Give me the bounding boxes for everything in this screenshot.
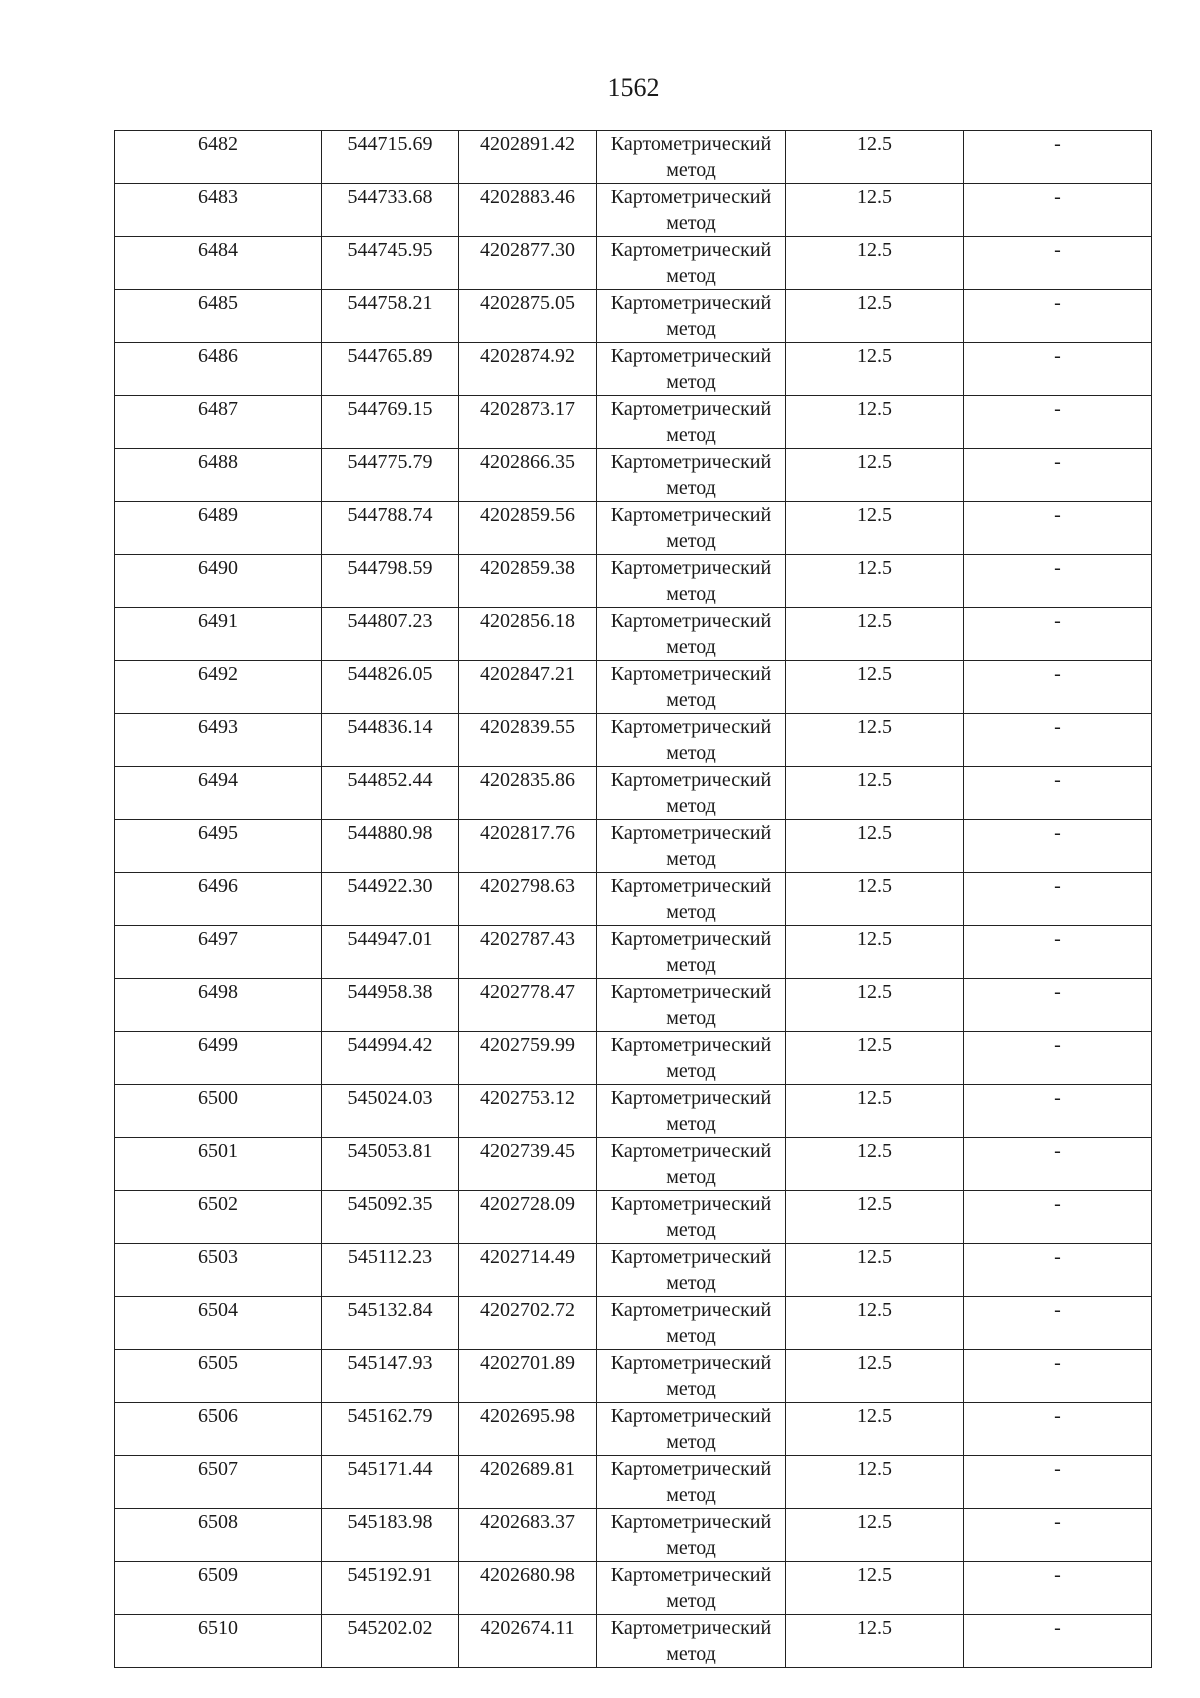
method-line1: Картометрический bbox=[610, 504, 772, 526]
table-row bbox=[115, 1244, 1152, 1297]
x-coordinate-cell: 544769.15 bbox=[322, 396, 459, 449]
accuracy-cell: 12.5 bbox=[786, 184, 964, 237]
y-coordinate-cell: 4202714.49 bbox=[459, 1244, 597, 1297]
table-row bbox=[115, 502, 1152, 555]
note-cell: - bbox=[964, 449, 1152, 502]
table-row bbox=[115, 1615, 1152, 1668]
method-line2: метод bbox=[666, 583, 716, 605]
method-line2: метод bbox=[666, 636, 716, 658]
table-row bbox=[115, 396, 1152, 449]
method-line2: метод bbox=[666, 848, 716, 870]
method-line2: метод bbox=[666, 901, 716, 923]
point-number-cell: 6485 bbox=[115, 290, 322, 343]
point-number-cell: 6505 bbox=[115, 1350, 322, 1403]
method-cell bbox=[597, 767, 786, 820]
method-cell bbox=[597, 714, 786, 767]
method-line2: метод bbox=[666, 954, 716, 976]
table-row bbox=[115, 1032, 1152, 1085]
method-cell bbox=[597, 820, 786, 873]
table-row bbox=[115, 926, 1152, 979]
x-coordinate-cell: 545024.03 bbox=[322, 1085, 459, 1138]
table-row bbox=[115, 1138, 1152, 1191]
method-cell bbox=[597, 131, 786, 184]
y-coordinate-cell: 4202873.17 bbox=[459, 396, 597, 449]
method-line1: Картометрический bbox=[610, 769, 772, 791]
accuracy-cell: 12.5 bbox=[786, 502, 964, 555]
y-coordinate-cell: 4202835.86 bbox=[459, 767, 597, 820]
y-coordinate-cell: 4202702.72 bbox=[459, 1297, 597, 1350]
x-coordinate-cell: 544994.42 bbox=[322, 1032, 459, 1085]
accuracy-cell: 12.5 bbox=[786, 979, 964, 1032]
method-line1: Картометрический bbox=[610, 239, 772, 261]
accuracy-cell: 12.5 bbox=[786, 237, 964, 290]
method-line2: метод bbox=[666, 1378, 716, 1400]
accuracy-cell: 12.5 bbox=[786, 1562, 964, 1615]
method-line1: Картометрический bbox=[610, 557, 772, 579]
table-row bbox=[115, 1509, 1152, 1562]
method-line2: метод bbox=[666, 1325, 716, 1347]
y-coordinate-cell: 4202759.99 bbox=[459, 1032, 597, 1085]
x-coordinate-cell: 545162.79 bbox=[322, 1403, 459, 1456]
x-coordinate-cell: 544765.89 bbox=[322, 343, 459, 396]
note-cell: - bbox=[964, 131, 1152, 184]
accuracy-cell: 12.5 bbox=[786, 926, 964, 979]
method-cell bbox=[597, 979, 786, 1032]
x-coordinate-cell: 544880.98 bbox=[322, 820, 459, 873]
note-cell: - bbox=[964, 1297, 1152, 1350]
method-line1: Картометрический bbox=[610, 451, 772, 473]
method-line2: метод bbox=[666, 265, 716, 287]
accuracy-cell: 12.5 bbox=[786, 131, 964, 184]
method-line1: Картометрический bbox=[610, 716, 772, 738]
method-line2: метод bbox=[666, 424, 716, 446]
method-cell bbox=[597, 1509, 786, 1562]
accuracy-cell: 12.5 bbox=[786, 820, 964, 873]
note-cell: - bbox=[964, 1509, 1152, 1562]
table-row bbox=[115, 237, 1152, 290]
method-line2: метод bbox=[666, 318, 716, 340]
x-coordinate-cell: 544922.30 bbox=[322, 873, 459, 926]
point-number-cell: 6498 bbox=[115, 979, 322, 1032]
method-line2: метод bbox=[666, 477, 716, 499]
method-line2: метод bbox=[666, 159, 716, 181]
method-line1: Картометрический bbox=[610, 1511, 772, 1533]
y-coordinate-cell: 4202847.21 bbox=[459, 661, 597, 714]
method-line1: Картометрический bbox=[610, 1405, 772, 1427]
accuracy-cell: 12.5 bbox=[786, 1509, 964, 1562]
table-row bbox=[115, 131, 1152, 184]
method-cell bbox=[597, 661, 786, 714]
x-coordinate-cell: 544807.23 bbox=[322, 608, 459, 661]
accuracy-cell: 12.5 bbox=[786, 608, 964, 661]
note-cell: - bbox=[964, 343, 1152, 396]
table-row bbox=[115, 820, 1152, 873]
method-line2: метод bbox=[666, 1007, 716, 1029]
x-coordinate-cell: 544852.44 bbox=[322, 767, 459, 820]
accuracy-cell: 12.5 bbox=[786, 343, 964, 396]
method-line2: метод bbox=[666, 1643, 716, 1665]
x-coordinate-cell: 544826.05 bbox=[322, 661, 459, 714]
y-coordinate-cell: 4202680.98 bbox=[459, 1562, 597, 1615]
x-coordinate-cell: 544947.01 bbox=[322, 926, 459, 979]
table-row bbox=[115, 714, 1152, 767]
y-coordinate-cell: 4202728.09 bbox=[459, 1191, 597, 1244]
accuracy-cell: 12.5 bbox=[786, 396, 964, 449]
note-cell: - bbox=[964, 979, 1152, 1032]
note-cell: - bbox=[964, 820, 1152, 873]
note-cell: - bbox=[964, 237, 1152, 290]
accuracy-cell: 12.5 bbox=[786, 767, 964, 820]
note-cell: - bbox=[964, 502, 1152, 555]
y-coordinate-cell: 4202778.47 bbox=[459, 979, 597, 1032]
accuracy-cell: 12.5 bbox=[786, 873, 964, 926]
point-number-cell: 6497 bbox=[115, 926, 322, 979]
point-number-cell: 6492 bbox=[115, 661, 322, 714]
y-coordinate-cell: 4202695.98 bbox=[459, 1403, 597, 1456]
table-row bbox=[115, 184, 1152, 237]
note-cell: - bbox=[964, 1350, 1152, 1403]
point-number-cell: 6502 bbox=[115, 1191, 322, 1244]
method-cell bbox=[597, 1244, 786, 1297]
method-cell bbox=[597, 1456, 786, 1509]
method-line2: метод bbox=[666, 212, 716, 234]
y-coordinate-cell: 4202866.35 bbox=[459, 449, 597, 502]
method-cell bbox=[597, 1562, 786, 1615]
table-row bbox=[115, 1350, 1152, 1403]
method-line1: Картометрический bbox=[610, 292, 772, 314]
note-cell: - bbox=[964, 1085, 1152, 1138]
x-coordinate-cell: 545202.02 bbox=[322, 1615, 459, 1668]
x-coordinate-cell: 544715.69 bbox=[322, 131, 459, 184]
point-number-cell: 6491 bbox=[115, 608, 322, 661]
point-number-cell: 6486 bbox=[115, 343, 322, 396]
point-number-cell: 6493 bbox=[115, 714, 322, 767]
point-number-cell: 6484 bbox=[115, 237, 322, 290]
accuracy-cell: 12.5 bbox=[786, 1032, 964, 1085]
method-line1: Картометрический bbox=[610, 1352, 772, 1374]
method-line2: метод bbox=[666, 1113, 716, 1135]
accuracy-cell: 12.5 bbox=[786, 1138, 964, 1191]
note-cell: - bbox=[964, 1456, 1152, 1509]
x-coordinate-cell: 545132.84 bbox=[322, 1297, 459, 1350]
method-cell bbox=[597, 1615, 786, 1668]
method-line2: метод bbox=[666, 1166, 716, 1188]
note-cell: - bbox=[964, 1403, 1152, 1456]
point-number-cell: 6510 bbox=[115, 1615, 322, 1668]
x-coordinate-cell: 544775.79 bbox=[322, 449, 459, 502]
point-number-cell: 6500 bbox=[115, 1085, 322, 1138]
y-coordinate-cell: 4202877.30 bbox=[459, 237, 597, 290]
method-line1: Картометрический bbox=[610, 1617, 772, 1639]
method-cell bbox=[597, 1403, 786, 1456]
y-coordinate-cell: 4202739.45 bbox=[459, 1138, 597, 1191]
x-coordinate-cell: 544958.38 bbox=[322, 979, 459, 1032]
x-coordinate-cell: 545092.35 bbox=[322, 1191, 459, 1244]
method-line1: Картометрический bbox=[610, 398, 772, 420]
note-cell: - bbox=[964, 873, 1152, 926]
y-coordinate-cell: 4202856.18 bbox=[459, 608, 597, 661]
method-line2: метод bbox=[666, 1590, 716, 1612]
y-coordinate-cell: 4202875.05 bbox=[459, 290, 597, 343]
method-cell bbox=[597, 502, 786, 555]
method-line1: Картометрический bbox=[610, 1246, 772, 1268]
y-coordinate-cell: 4202753.12 bbox=[459, 1085, 597, 1138]
y-coordinate-cell: 4202891.42 bbox=[459, 131, 597, 184]
accuracy-cell: 12.5 bbox=[786, 1350, 964, 1403]
x-coordinate-cell: 544788.74 bbox=[322, 502, 459, 555]
method-line1: Картометрический bbox=[610, 663, 772, 685]
point-number-cell: 6482 bbox=[115, 131, 322, 184]
method-line1: Картометрический bbox=[610, 1564, 772, 1586]
note-cell: - bbox=[964, 1032, 1152, 1085]
x-coordinate-cell: 545183.98 bbox=[322, 1509, 459, 1562]
page-number: 1562 bbox=[607, 73, 660, 102]
table-row bbox=[115, 873, 1152, 926]
x-coordinate-cell: 544836.14 bbox=[322, 714, 459, 767]
method-line1: Картометрический bbox=[610, 133, 772, 155]
accuracy-cell: 12.5 bbox=[786, 290, 964, 343]
point-number-cell: 6496 bbox=[115, 873, 322, 926]
method-cell bbox=[597, 396, 786, 449]
x-coordinate-cell: 545112.23 bbox=[322, 1244, 459, 1297]
note-cell: - bbox=[964, 926, 1152, 979]
table-row bbox=[115, 290, 1152, 343]
method-cell bbox=[597, 1191, 786, 1244]
coordinates-table bbox=[114, 130, 1152, 1668]
table-body bbox=[115, 131, 1152, 1668]
y-coordinate-cell: 4202689.81 bbox=[459, 1456, 597, 1509]
y-coordinate-cell: 4202798.63 bbox=[459, 873, 597, 926]
accuracy-cell: 12.5 bbox=[786, 1456, 964, 1509]
note-cell: - bbox=[964, 290, 1152, 343]
table-row bbox=[115, 1456, 1152, 1509]
table-row bbox=[115, 608, 1152, 661]
table-row bbox=[115, 661, 1152, 714]
method-line1: Картометрический bbox=[610, 981, 772, 1003]
method-cell bbox=[597, 926, 786, 979]
table-row bbox=[115, 979, 1152, 1032]
method-line2: метод bbox=[666, 530, 716, 552]
method-line1: Картометрический bbox=[610, 875, 772, 897]
note-cell: - bbox=[964, 1615, 1152, 1668]
method-cell bbox=[597, 1032, 786, 1085]
point-number-cell: 6488 bbox=[115, 449, 322, 502]
accuracy-cell: 12.5 bbox=[786, 1244, 964, 1297]
note-cell: - bbox=[964, 396, 1152, 449]
method-line1: Картометрический bbox=[610, 610, 772, 632]
method-cell bbox=[597, 555, 786, 608]
table-row bbox=[115, 1085, 1152, 1138]
method-cell bbox=[597, 1350, 786, 1403]
x-coordinate-cell: 544798.59 bbox=[322, 555, 459, 608]
point-number-cell: 6489 bbox=[115, 502, 322, 555]
method-line1: Картометрический bbox=[610, 928, 772, 950]
method-line2: метод bbox=[666, 1537, 716, 1559]
y-coordinate-cell: 4202701.89 bbox=[459, 1350, 597, 1403]
note-cell: - bbox=[964, 1191, 1152, 1244]
note-cell: - bbox=[964, 608, 1152, 661]
method-line1: Картометрический bbox=[610, 1193, 772, 1215]
method-cell bbox=[597, 343, 786, 396]
accuracy-cell: 12.5 bbox=[786, 661, 964, 714]
point-number-cell: 6501 bbox=[115, 1138, 322, 1191]
table-row bbox=[115, 767, 1152, 820]
accuracy-cell: 12.5 bbox=[786, 1085, 964, 1138]
method-cell bbox=[597, 608, 786, 661]
method-line2: метод bbox=[666, 1484, 716, 1506]
x-coordinate-cell: 544758.21 bbox=[322, 290, 459, 343]
accuracy-cell: 12.5 bbox=[786, 714, 964, 767]
note-cell: - bbox=[964, 1138, 1152, 1191]
accuracy-cell: 12.5 bbox=[786, 1297, 964, 1350]
y-coordinate-cell: 4202839.55 bbox=[459, 714, 597, 767]
accuracy-cell: 12.5 bbox=[786, 449, 964, 502]
method-cell bbox=[597, 1085, 786, 1138]
point-number-cell: 6490 bbox=[115, 555, 322, 608]
point-number-cell: 6487 bbox=[115, 396, 322, 449]
note-cell: - bbox=[964, 555, 1152, 608]
point-number-cell: 6506 bbox=[115, 1403, 322, 1456]
y-coordinate-cell: 4202817.76 bbox=[459, 820, 597, 873]
method-line1: Картометрический bbox=[610, 1034, 772, 1056]
y-coordinate-cell: 4202874.92 bbox=[459, 343, 597, 396]
x-coordinate-cell: 545053.81 bbox=[322, 1138, 459, 1191]
note-cell: - bbox=[964, 1562, 1152, 1615]
y-coordinate-cell: 4202859.56 bbox=[459, 502, 597, 555]
y-coordinate-cell: 4202683.37 bbox=[459, 1509, 597, 1562]
note-cell: - bbox=[964, 1244, 1152, 1297]
method-line2: метод bbox=[666, 1219, 716, 1241]
note-cell: - bbox=[964, 767, 1152, 820]
method-cell bbox=[597, 1297, 786, 1350]
table-row bbox=[115, 449, 1152, 502]
table-row bbox=[115, 1297, 1152, 1350]
point-number-cell: 6494 bbox=[115, 767, 322, 820]
point-number-cell: 6495 bbox=[115, 820, 322, 873]
point-number-cell: 6504 bbox=[115, 1297, 322, 1350]
method-cell bbox=[597, 290, 786, 343]
point-number-cell: 6499 bbox=[115, 1032, 322, 1085]
method-line2: метод bbox=[666, 1272, 716, 1294]
method-line1: Картометрический bbox=[610, 822, 772, 844]
accuracy-cell: 12.5 bbox=[786, 1403, 964, 1456]
point-number-cell: 6508 bbox=[115, 1509, 322, 1562]
point-number-cell: 6483 bbox=[115, 184, 322, 237]
table-row bbox=[115, 1403, 1152, 1456]
y-coordinate-cell: 4202883.46 bbox=[459, 184, 597, 237]
method-cell bbox=[597, 449, 786, 502]
accuracy-cell: 12.5 bbox=[786, 1191, 964, 1244]
x-coordinate-cell: 544745.95 bbox=[322, 237, 459, 290]
method-line2: метод bbox=[666, 742, 716, 764]
method-line1: Картометрический bbox=[610, 1087, 772, 1109]
point-number-cell: 6509 bbox=[115, 1562, 322, 1615]
y-coordinate-cell: 4202674.11 bbox=[459, 1615, 597, 1668]
accuracy-cell: 12.5 bbox=[786, 555, 964, 608]
x-coordinate-cell: 545192.91 bbox=[322, 1562, 459, 1615]
note-cell: - bbox=[964, 661, 1152, 714]
method-cell bbox=[597, 184, 786, 237]
method-line2: метод bbox=[666, 795, 716, 817]
table-row bbox=[115, 1562, 1152, 1615]
x-coordinate-cell: 544733.68 bbox=[322, 184, 459, 237]
method-cell bbox=[597, 1138, 786, 1191]
method-line1: Картометрический bbox=[610, 345, 772, 367]
table-row bbox=[115, 1191, 1152, 1244]
method-line2: метод bbox=[666, 1060, 716, 1082]
method-line1: Картометрический bbox=[610, 1299, 772, 1321]
accuracy-cell: 12.5 bbox=[786, 1615, 964, 1668]
point-number-cell: 6507 bbox=[115, 1456, 322, 1509]
y-coordinate-cell: 4202859.38 bbox=[459, 555, 597, 608]
note-cell: - bbox=[964, 184, 1152, 237]
table-row bbox=[115, 343, 1152, 396]
method-cell bbox=[597, 873, 786, 926]
method-line2: метод bbox=[666, 371, 716, 393]
method-line1: Картометрический bbox=[610, 186, 772, 208]
method-line1: Картометрический bbox=[610, 1140, 772, 1162]
method-cell bbox=[597, 237, 786, 290]
table-row bbox=[115, 555, 1152, 608]
point-number-cell: 6503 bbox=[115, 1244, 322, 1297]
x-coordinate-cell: 545147.93 bbox=[322, 1350, 459, 1403]
method-line1: Картометрический bbox=[610, 1458, 772, 1480]
x-coordinate-cell: 545171.44 bbox=[322, 1456, 459, 1509]
note-cell: - bbox=[964, 714, 1152, 767]
method-line2: метод bbox=[666, 689, 716, 711]
y-coordinate-cell: 4202787.43 bbox=[459, 926, 597, 979]
method-line2: метод bbox=[666, 1431, 716, 1453]
